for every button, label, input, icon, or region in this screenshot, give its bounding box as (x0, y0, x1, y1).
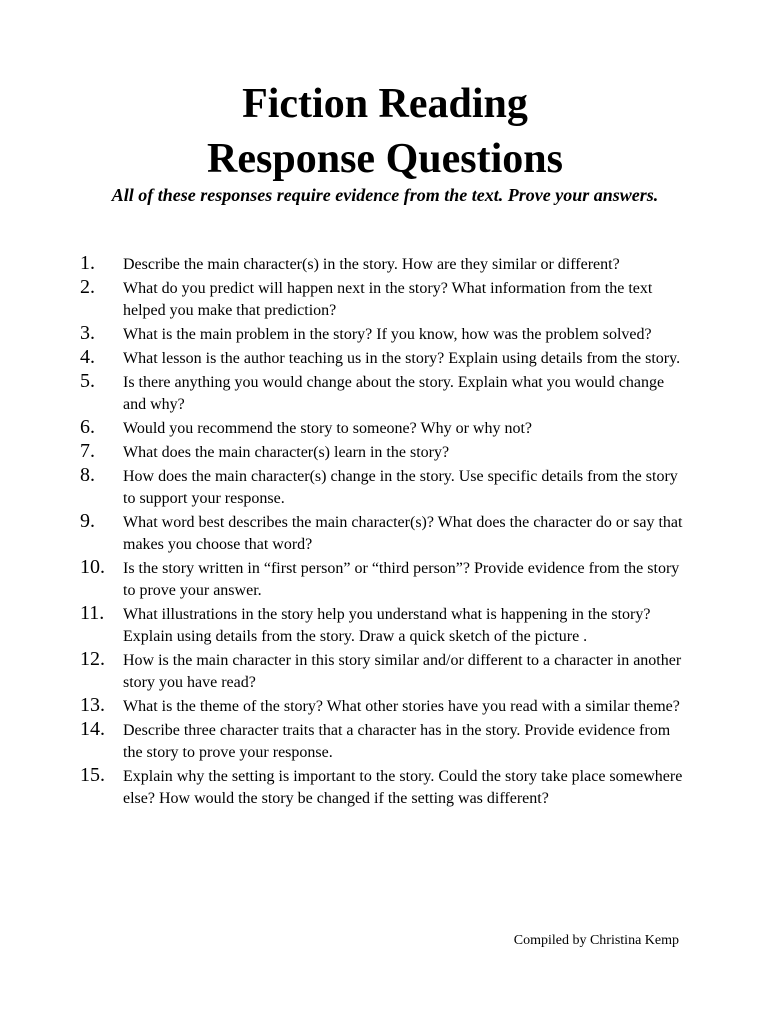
question-text: Explain why the setting is important to the story. Could the story take place somewhere else? How would the story be changed if the setting was different? (123, 768, 683, 807)
question-item (80, 648, 690, 694)
question-text: Would you recommend the story to someone? Why or why not? (123, 420, 532, 437)
question-number: 15. (80, 764, 105, 786)
question-item (80, 276, 690, 322)
question-number: 13. (80, 694, 105, 716)
question-number: 6. (80, 416, 95, 438)
question-text: How is the main character in this story similar and/or different to a character in another story you have read? (123, 652, 682, 691)
question-number: 2. (80, 276, 95, 298)
question-text: Describe the main character(s) in the story. How are they similar or different? (123, 256, 620, 273)
question-number: 9. (80, 510, 95, 532)
question-text: What is the theme of the story? What other stories have you read with a similar theme? (123, 698, 680, 715)
question-number: 8. (80, 464, 95, 486)
question-text: What lesson is the author teaching us in the story? Explain using details from the story. (123, 350, 681, 367)
question-item (80, 718, 690, 764)
question-item (80, 252, 690, 276)
question-item (80, 464, 690, 510)
question-item (80, 416, 690, 440)
question-number: 11. (80, 602, 105, 624)
question-number: 14. (80, 718, 105, 740)
question-item (80, 346, 690, 370)
question-item (80, 556, 690, 602)
question-item (80, 602, 690, 648)
question-number: 7. (80, 440, 95, 462)
question-number: 5. (80, 370, 95, 392)
question-number: 1. (80, 252, 95, 274)
question-number: 12. (80, 648, 105, 670)
question-text: What does the main character(s) learn in the story? (123, 444, 450, 461)
question-text: Is the story written in “first person” or “third person”? Provide evidence from the story to prove your answer. (123, 560, 680, 599)
question-list (80, 252, 690, 810)
question-text: How does the main character(s) change in the story. Use specific details from the story to support your response. (123, 468, 678, 507)
question-item (80, 694, 690, 718)
question-item (80, 510, 690, 556)
question-number: 3. (80, 322, 95, 344)
question-item (80, 440, 690, 464)
question-text: Is there anything you would change about the story. Explain what you would change and why? (123, 374, 665, 413)
question-text: What is the main problem in the story? If you know, how was the problem solved? (123, 326, 652, 343)
page-subtitle: All of these responses require evidence from the text. Prove your answers. (111, 185, 659, 205)
question-text: What do you predict will happen next in the story? What information from the text helped you make that prediction? (123, 280, 653, 319)
compiler-credit: Compiled by Christina Kemp (513, 933, 679, 948)
page-title-line-2: Response Questions (207, 136, 563, 182)
question-number: 4. (80, 346, 95, 368)
question-text: What word best describes the main character(s)? What does the character do or say that makes you choose that word? (123, 514, 683, 553)
question-item (80, 370, 690, 416)
question-item (80, 764, 690, 810)
page-title-line-1: Fiction Reading (242, 81, 528, 127)
question-text: What illustrations in the story help you understand what is happening in the story? Explain using details from the story. Draw a quick sketch of the picture . (123, 606, 651, 645)
question-text: Describe three character traits that a character has in the story. Provide evidence from the story to prove your response. (123, 722, 671, 761)
question-item (80, 322, 690, 346)
question-number: 10. (80, 556, 105, 578)
